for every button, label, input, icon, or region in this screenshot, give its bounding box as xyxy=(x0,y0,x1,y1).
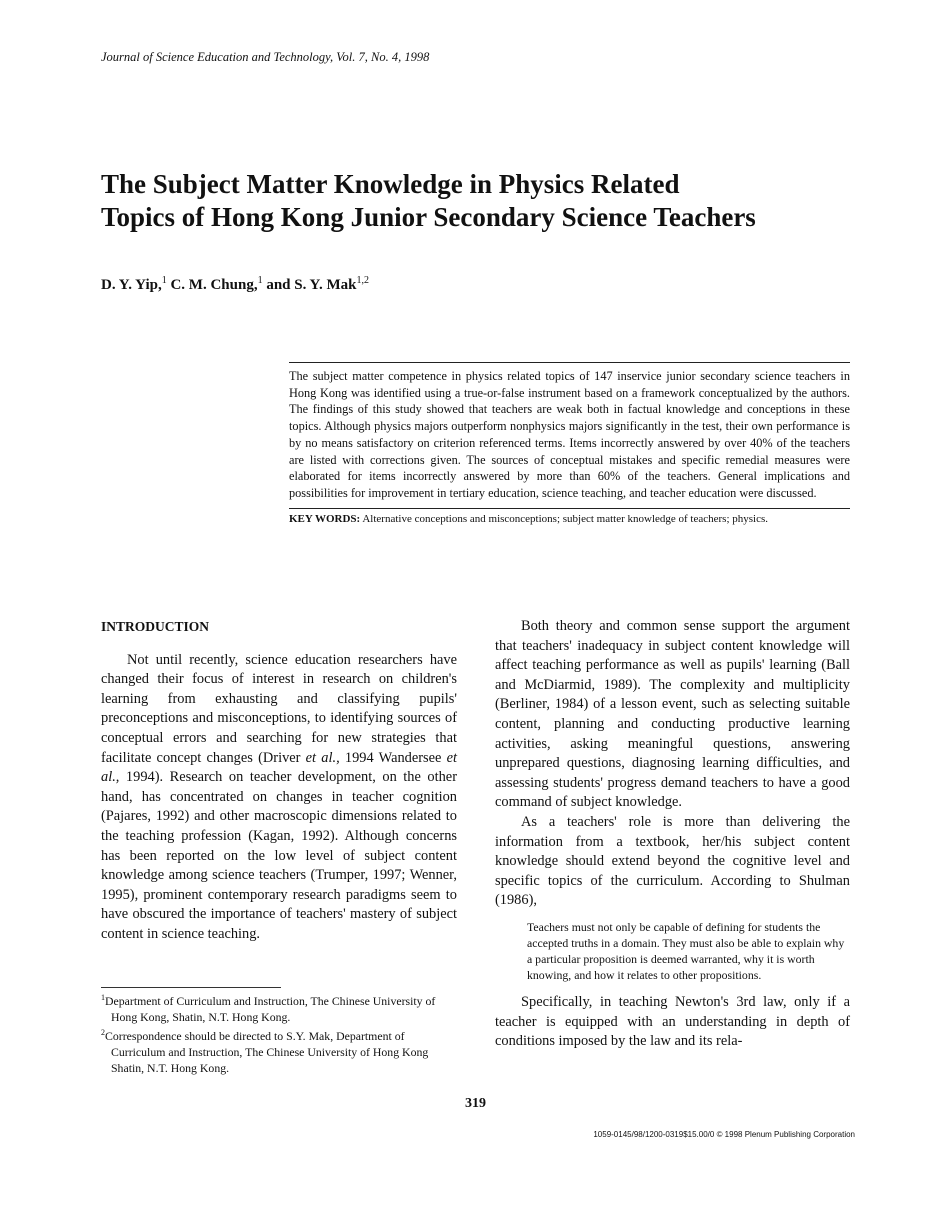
right-paragraph-1: Both theory and common sense support the argument that teachers' inadequacy in subject content knowledge will affect teaching performance as well as pupils' learning (Ball and McDiarmid, 1989). The complexity and multiplicity (Berliner, 1984) of a lesson event, such as selecting suitable content, planning and conducting productive learning activities, asking meaningful questions, answering unprepared questions, diagnosing learning difficulties, and assessing students' progress demand teachers to have a good command of subject knowledge. xyxy=(495,618,850,811)
keywords-text: Alternative conceptions and misconceptions; subject matter knowledge of teachers; physics. xyxy=(360,512,769,525)
footnote-1-marker: 1 xyxy=(101,993,105,1002)
author-list xyxy=(101,275,369,294)
intro-text-c: 1994). Research on teacher development, on the other hand, has concentrated on changes in teacher cognition (Pajares, 1992) and other macroscopic dimensions related to the teaching profession (Kagan, 1992). Although concerns has been reported on the low level of subject content knowledge among science teachers (Trumper, 1997; Wenner, 1995), prominent contemporary research paradigms seem to have obscured the importance of teachers' mastery of subject content in science teaching. xyxy=(101,769,457,942)
left-column xyxy=(101,617,457,945)
block-quote-shulman: Teachers must not only be capable of defining for students the accepted truths in a domain. They must also be able to explain why a particular proposition is deemed warranted, why it is worth knowing, and how it relates to other propositions. xyxy=(527,919,845,982)
author-2-affiliation: 1 xyxy=(257,275,263,286)
author-1: D. Y. Yip, xyxy=(101,277,162,293)
title-line-2: Topics of Hong Kong Junior Secondary Science Teachers xyxy=(101,202,756,232)
keywords xyxy=(289,508,850,526)
right-column xyxy=(495,617,850,1052)
journal-citation: Journal of Science Education and Technology, Vol. 7, No. 4, 1998 xyxy=(101,50,430,64)
intro-etal-2: et al., xyxy=(101,749,458,786)
page-number: 319 xyxy=(465,1096,486,1111)
author-1-affiliation: 1 xyxy=(161,275,167,286)
right-paragraph-3: Specifically, in teaching Newton's 3rd law, only if a teacher is equipped with an understanding in depth of conditions imposed by the law and its rela- xyxy=(495,993,850,1050)
article-title xyxy=(101,168,881,234)
footnote-1 xyxy=(101,990,457,1025)
section-heading-introduction: INTRODUCTION xyxy=(101,619,210,634)
author-2: C. M. Chung, xyxy=(166,277,258,293)
author-3: and S. Y. Mak xyxy=(262,277,357,293)
intro-etal-1: et al., xyxy=(305,749,340,766)
abstract-text: The subject matter competence in physics related topics of 147 inservice junior secondary science teachers in Hong Kong was identified using a true-or-false instrument based on a framework conceptualized by the authors. The findings of this study showed that teachers are weak both in factual knowledge and conceptions in these topics. Although physics majors outperform nonphysics majors significantly in the test, their own performance is by no means satisfactory on criterion referenced terms. Items incorrectly answered by over 40% of the teachers are listed with corrections given. The sources of conceptual mistakes and specific remedial measures were elaborated for items incorrectly answered by more than 60% of the teachers. General implications and possibilities for improvement in tertiary education, science teaching, and teacher education were discussed. xyxy=(289,369,850,500)
title-line-1: The Subject Matter Knowledge in Physics Related xyxy=(101,169,680,199)
intro-text-a: Not until recently, science education researchers have changed their focus of interest in research on children's learning from exhausting and classifying pupils' preconceptions and misconceptions, to identifying sources of conceptual errors and searching for new strategies that facilitate concept changes (Driver xyxy=(101,651,457,766)
footnote-2 xyxy=(101,1025,457,1076)
abstract xyxy=(289,362,850,526)
footnote-divider xyxy=(101,987,281,988)
keywords-label: KEY WORDS: xyxy=(289,512,361,525)
right-paragraph-2: As a teachers' role is more than delivering the information from a textbook, her/his subject content knowledge should extend beyond the cognitive level and specific topics of the curriculum. According to Shulman (1986), xyxy=(495,813,850,909)
footnote-2-marker: 2 xyxy=(101,1027,105,1037)
footnote-1-text: Department of Curriculum and Instruction, The Chinese University of Hong Kong, Shatin, N.T. Hong Kong. xyxy=(105,993,436,1024)
copyright-line: 1059-0145/98/1200-0319$15.00/0 © 1998 Plenum Publishing Corporation xyxy=(593,1130,855,1139)
intro-paragraph-1 xyxy=(101,651,457,945)
intro-text-b: 1994 Wandersee xyxy=(339,749,447,766)
author-3-affiliation: 1,2 xyxy=(356,275,370,286)
footnote-2-text: Correspondence should be directed to S.Y. Mak, Department of Curriculum and Instruction, The Chinese University of Hong Kong Shatin, N.T. Hong Kong. xyxy=(105,1028,429,1075)
footnotes xyxy=(101,987,457,1076)
